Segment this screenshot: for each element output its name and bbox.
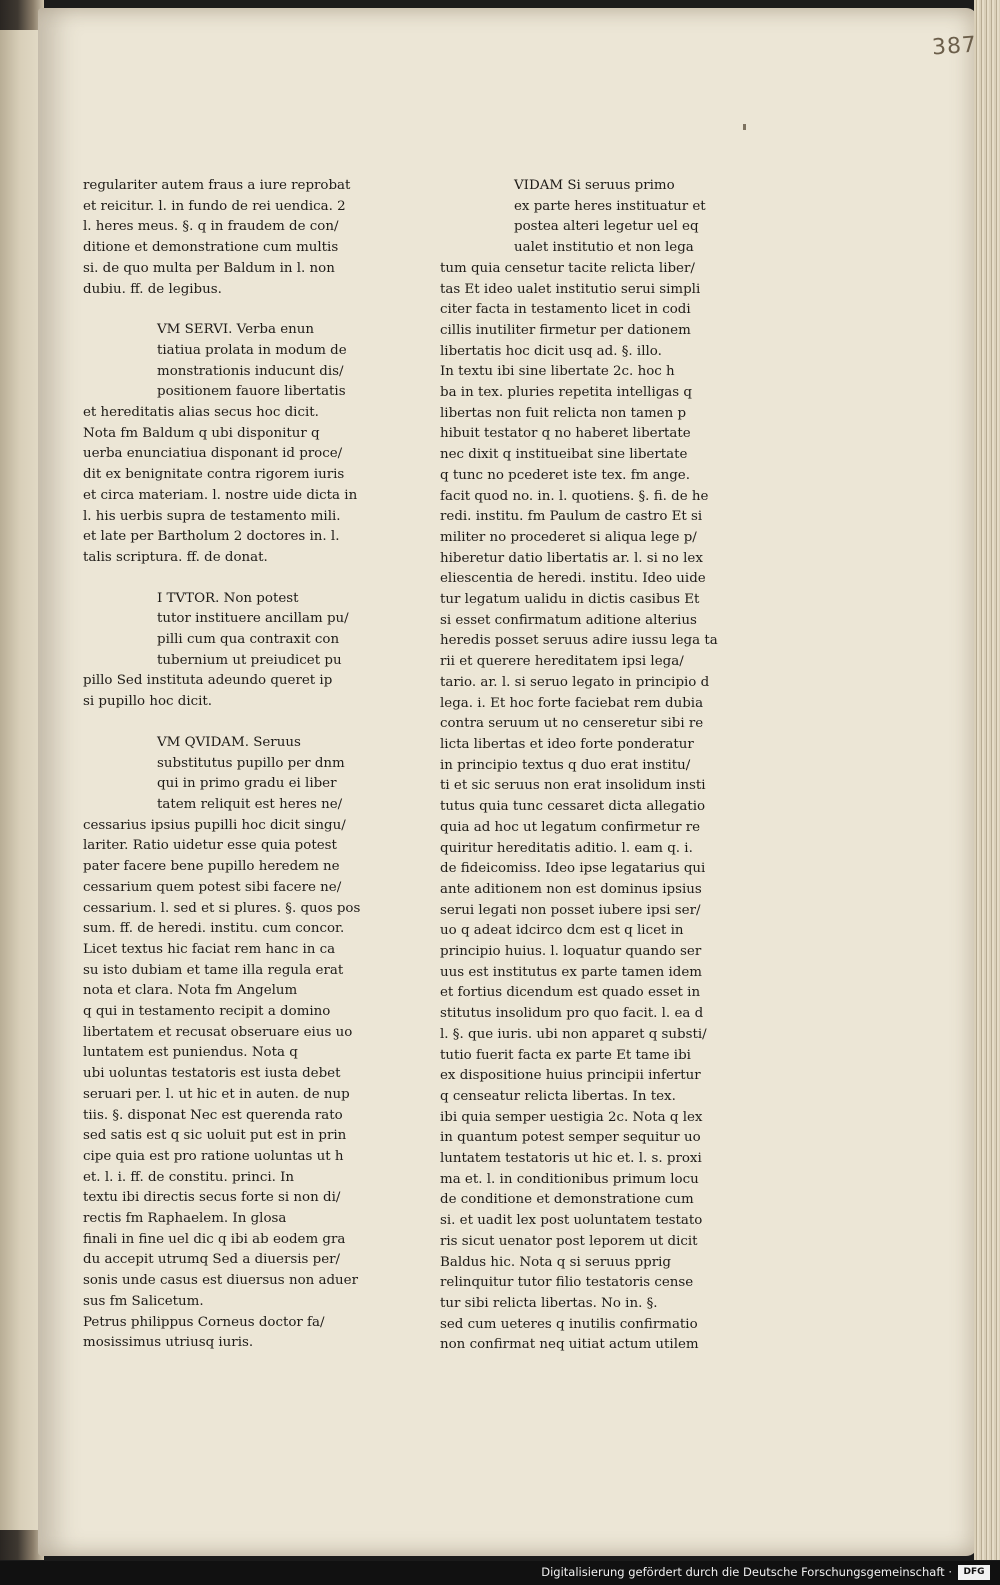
text-line: nec dixit q institueibat sine libertate <box>440 447 688 463</box>
text-line: lariter. Ratio uidetur esse quia potest <box>83 838 337 854</box>
text-column-left <box>83 176 361 1354</box>
text-line: in quantum potest semper sequitur uo <box>440 1130 701 1146</box>
text-line: Nota fm Baldum q ubi disponitur q <box>83 425 320 441</box>
text-line: l. §. que iuris. ubi non apparet q substi/ <box>440 1026 707 1042</box>
text-line: q tunc no pcederet iste tex. fm ange. <box>440 467 690 483</box>
text-line: sum. ff. de heredi. institu. cum concor. <box>83 921 345 937</box>
text-line: et hereditatis alias secus hoc dicit. <box>83 405 319 421</box>
text-line: finali in fine uel dic q ibi ab eodem gra <box>83 1231 346 1247</box>
text-line: facit quod no. in. l. quotiens. §. fi. de he <box>440 488 709 504</box>
text-line: libertatem et recusat obseruare eius uo <box>83 1024 353 1040</box>
text-line: contra seruum ut no censeretur sibi re <box>440 716 704 732</box>
text-line: sonis unde casus est diuersus non aduer <box>83 1273 359 1289</box>
folio-number: 387 <box>931 32 978 61</box>
text-column-right <box>440 176 718 1356</box>
facing-page-edge <box>0 30 40 1530</box>
text-line: tur legatum ualidu in dictis casibus Et <box>440 592 700 608</box>
text-line: uerba enunciatiua disponant id proce/ <box>83 446 343 462</box>
text-line: eliescentia de heredi. institu. Ideo uide <box>440 571 706 587</box>
text-line: q censeatur relicta libertas. In tex. <box>440 1088 676 1104</box>
text-line: et fortius dicendum est quado esset in <box>440 985 701 1001</box>
text-line: seruari per. l. ut hic et in auten. de nup <box>83 1086 350 1102</box>
paper-mark <box>743 124 746 130</box>
footer-bar <box>0 1561 1000 1585</box>
text-line: ma et. l. in conditionibus primum locu <box>440 1171 699 1187</box>
text-line: principio huius. l. loquatur quando ser <box>440 944 702 960</box>
text-line: ualet institutio et non lega <box>514 240 694 256</box>
text-line: VM QVIDAM. Seruus <box>157 734 301 750</box>
text-line: su isto dubiam et tame illa regula erat <box>83 962 344 978</box>
text-line: sus fm Salicetum. <box>83 1293 204 1309</box>
text-line: ex parte heres instituatur et <box>514 198 706 214</box>
text-line: tum quia censetur tacite relicta liber/ <box>440 260 695 276</box>
text-line: licta libertas et ideo forte ponderatur <box>440 736 694 752</box>
text-line: tiis. §. disponat Nec est querenda rato <box>83 1107 343 1123</box>
text-line: pilli cum qua contraxit con <box>157 632 340 648</box>
text-line: tutus quia tunc cessaret dicta allegatio <box>440 799 706 815</box>
text-line: du accepit utrumq Sed a diuersis per/ <box>83 1252 341 1268</box>
text-line: relinquitur tutor filio testatoris cense <box>440 1275 694 1291</box>
text-line: pillo Sed instituta adeundo queret ip <box>83 673 333 689</box>
text-line: ditione et demonstratione cum multis <box>83 240 339 256</box>
text-line: cillis inutiliter firmetur per dationem <box>440 322 691 338</box>
text-line: uus est institutus ex parte tamen idem <box>440 964 702 980</box>
text-line: de fideicomiss. Ideo ipse legatarius qui <box>440 861 706 877</box>
text-line: Baldus hic. Nota q si seruus pprig <box>440 1254 671 1270</box>
text-line: si esset confirmatum aditione alterius <box>440 612 697 628</box>
text-line: et reicitur. l. in fundo de rei uendica. 2 <box>83 198 346 214</box>
text-line: ti et sic seruus non erat insolidum insti <box>440 778 706 794</box>
text-line: et late per Bartholum 2 doctores in. l. <box>83 529 340 545</box>
text-line: ibi quia semper uestigia 2c. Nota q lex <box>440 1109 703 1125</box>
text-line: regulariter autem fraus a iure reprobat <box>83 178 351 193</box>
text-line: quia ad hoc ut legatum confirmetur re <box>440 819 701 835</box>
text-line: tutio fuerit facta ex parte Et tame ibi <box>440 1047 691 1063</box>
text-line: cessarium. l. sed et si plures. §. quos pos <box>83 900 361 916</box>
text-line: tiatiua prolata in modum de <box>157 342 347 358</box>
text-line: positionem fauore libertatis <box>157 384 346 400</box>
text-line: substitutus pupillo per dnm <box>157 755 345 771</box>
text-line: lega. i. Et hoc forte faciebat rem dubia <box>440 695 704 711</box>
text-line: l. his uerbis supra de testamento mili. <box>83 508 341 524</box>
footer-credit: Digitalisierung gefördert durch die Deutsche Forschungsgemeinschaft · <box>541 1565 952 1579</box>
text-line: monstrationis inducunt dis/ <box>157 363 344 379</box>
text-line: Petrus philippus Corneus doctor fa/ <box>83 1314 325 1330</box>
text-line: talis scriptura. ff. de donat. <box>83 549 268 565</box>
text-line: rectis fm Raphaelem. In glosa <box>83 1211 287 1227</box>
text-line: VIDAM Si seruus primo <box>514 178 675 193</box>
text-line: ante aditionem non est dominus ipsius <box>440 881 702 897</box>
text-line: tubernium ut preiudicet pu <box>157 652 342 668</box>
text-line: uo q adeat idcirco dcm est q licet in <box>440 923 684 939</box>
text-line: postea alteri legetur uel eq <box>514 219 699 235</box>
text-line: in principio textus q duo erat institu/ <box>440 757 691 773</box>
text-line: tario. ar. l. si seruo legato in principio d <box>440 674 710 690</box>
text-line: luntatem testatoris ut hic et. l. s. proxi <box>440 1151 702 1167</box>
text-line: non confirmat neq uitiat actum utilem <box>440 1337 699 1353</box>
text-line: citer facta in testamento licet in codi <box>440 302 691 318</box>
text-line: cipe quia est pro ratione uoluntas ut h <box>83 1148 344 1164</box>
text-line: pater facere bene pupillo heredem ne <box>83 859 340 875</box>
text-line: mosissimus utriusq iuris. <box>83 1335 254 1351</box>
dfg-logo: DFG <box>958 1565 990 1580</box>
text-line: tatem reliquit est heres ne/ <box>157 796 343 812</box>
text-line: hiberetur datio libertatis ar. l. si no lex <box>440 550 703 566</box>
text-line: tur sibi relicta libertas. No in. §. <box>440 1295 658 1311</box>
text-line: quiritur hereditatis aditio. l. eam q. i. <box>440 840 693 856</box>
text-line: nota et clara. Nota fm Angelum <box>83 983 298 999</box>
text-line: hibuit testator q no haberet libertate <box>440 426 691 442</box>
text-line: stitutus insolidum pro quo facit. l. ea d <box>440 1006 704 1022</box>
text-line: cessarius ipsius pupilli hoc dicit singu/ <box>83 817 346 833</box>
text-line: sed cum ueteres q inutilis confirmatio <box>440 1316 698 1332</box>
text-line: et. l. i. ff. de constitu. princi. In <box>83 1169 295 1185</box>
text-line: libertatis hoc dicit usq ad. §. illo. <box>440 343 662 359</box>
text-line: ris sicut uenator post leporem ut dicit <box>440 1233 698 1249</box>
text-line: textu ibi directis secus forte si non di/ <box>83 1190 341 1206</box>
text-line: et circa materiam. l. nostre uide dicta in <box>83 487 358 503</box>
page-stack-edges <box>974 0 1000 1560</box>
text-line: cessarium quem potest sibi facere ne/ <box>83 879 342 895</box>
text-line: rii et querere hereditatem ipsi lega/ <box>440 654 684 670</box>
text-line: ba in tex. pluries repetita intelligas q <box>440 385 692 401</box>
text-line: si pupillo hoc dicit. <box>83 694 213 710</box>
text-line: militer no procederet si aliqua lege p/ <box>440 529 697 545</box>
text-line: si. de quo multa per Baldum in l. non <box>83 260 335 276</box>
text-line: sed satis est q sic uoluit put est in prin <box>83 1128 347 1144</box>
text-line: ubi uoluntas testatoris est iusta debet <box>83 1066 341 1082</box>
text-line: heredis posset seruus adire iussu lega ta <box>440 633 718 649</box>
text-line: dubiu. ff. de legibus. <box>83 281 222 297</box>
text-line: Licet textus hic faciat rem hanc in ca <box>83 941 336 957</box>
text-line: luntatem est puniendus. Nota q <box>83 1045 298 1061</box>
text-line: l. heres meus. §. q in fraudem de con/ <box>83 219 339 235</box>
text-line: ex dispositione huius principii infertur <box>440 1068 701 1084</box>
text-line: VM SERVI. Verba enun <box>157 322 315 338</box>
text-line: In textu ibi sine libertate 2c. hoc h <box>440 364 675 380</box>
text-line: de conditione et demonstratione cum <box>440 1192 694 1208</box>
text-line: si. et uadit lex post uoluntatem testato <box>440 1213 703 1229</box>
text-line: redi. institu. fm Paulum de castro Et si <box>440 509 703 525</box>
text-line: tas Et ideo ualet institutio serui simpli <box>440 281 701 297</box>
text-line: qui in primo gradu ei liber <box>157 776 337 792</box>
text-line: q qui in testamento recipit a domino <box>83 1004 331 1020</box>
text-line: libertas non fuit relicta non tamen p <box>440 405 687 421</box>
text-line: tutor instituere ancillam pu/ <box>157 611 349 627</box>
text-line: I TVTOR. Non potest <box>157 590 299 606</box>
text-line: dit ex benignitate contra rigorem iuris <box>83 467 345 483</box>
text-line: serui legati non posset iubere ipsi ser/ <box>440 902 701 918</box>
